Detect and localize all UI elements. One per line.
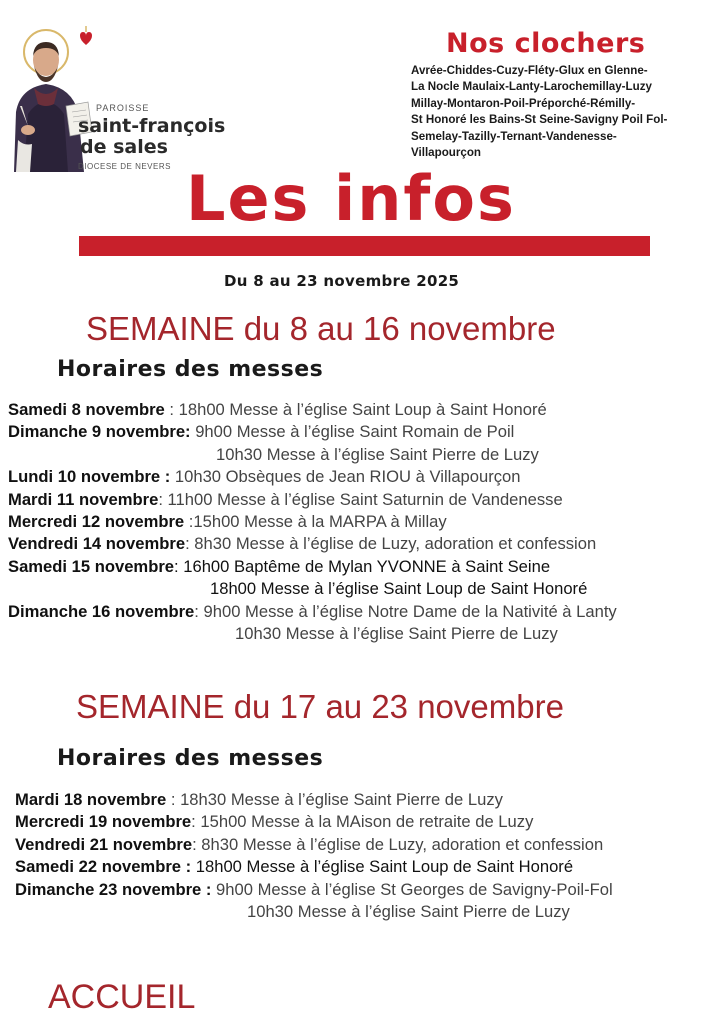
clochers-line: St Honoré les Bains-St Seine-Savigny Poil Fol- xyxy=(411,113,668,127)
accueil-heading: ACCUEIL xyxy=(48,978,196,1016)
schedule-text: : 18h00 Messe à l’église Saint Loup à Saint Honoré xyxy=(169,400,547,419)
schedule-row xyxy=(15,811,613,833)
schedule-day: Dimanche 16 novembre xyxy=(8,601,195,621)
schedule-day: Dimanche 23 novembre : xyxy=(15,879,212,899)
schedule-continuation: 18h00 Messe à l’église Saint Loup de Saint Honoré xyxy=(210,579,588,599)
schedule-day: Vendredi 21 novembre xyxy=(15,834,193,854)
schedule-row xyxy=(8,466,617,488)
schedule-text: :15h00 Messe à la MARPA à Millay xyxy=(184,512,447,532)
schedule-day: Vendredi 14 novembre xyxy=(8,534,186,554)
schedule-row xyxy=(15,834,613,856)
schedule-text: : 18h30 Messe à l’église Saint Pierre de Luzy xyxy=(166,790,503,809)
week2-title: SEMAINE du 17 au 23 novembre xyxy=(76,688,564,725)
schedule-day: Samedi 22 novembre : xyxy=(15,857,196,877)
schedule-row xyxy=(8,421,617,443)
page-title: Les infos xyxy=(186,162,516,235)
clochers-line: Villapourçon xyxy=(411,146,482,160)
schedule-text: : 9h00 Messe à l’église Notre Dame de la Nativité à Lanty xyxy=(194,601,617,621)
schedule-row xyxy=(15,879,613,901)
clochers-line: Semelay-Tazilly-Ternant-Vandenesse- xyxy=(411,129,617,143)
parish-name-line2: de sales xyxy=(80,136,168,158)
clochers-list xyxy=(411,63,724,161)
schedule-text: : 16h00 Baptême de Mylan YVONNE à Saint Seine xyxy=(174,556,551,576)
week1-title: SEMAINE du 8 au 16 novembre xyxy=(86,310,556,347)
parish-name xyxy=(78,116,225,158)
schedule-row xyxy=(8,556,617,578)
schedule-day: Mardi 11 novembre xyxy=(8,489,159,509)
schedule-row xyxy=(8,601,617,623)
schedule-continuation: 10h30 Messe à l’église Saint Pierre de Luzy xyxy=(216,444,539,464)
clochers-title: Nos clochers xyxy=(446,28,646,59)
schedule-day: Samedi 8 novembre xyxy=(8,400,170,419)
parish-name-line1: saint-françois xyxy=(78,115,226,137)
schedule-row xyxy=(8,489,617,511)
schedule-text: 18h00 Messe à l’église Saint Loup de Saint Honoré xyxy=(195,857,574,877)
schedule-row xyxy=(8,399,617,421)
clochers-line: Millay-Montaron-Poil-Préporché-Rémilly- xyxy=(411,96,636,110)
date-range: Du 8 au 23 novembre 2025 xyxy=(224,272,460,290)
schedule-text: 9h00 Messe à l’église St Georges de Savigny-Poil-Fol xyxy=(211,879,613,899)
schedule-day: Mardi 18 novembre xyxy=(15,790,167,809)
schedule-day: Samedi 15 novembre xyxy=(8,556,175,576)
schedule-day: Mercredi 12 novembre xyxy=(8,512,185,532)
schedule-text: : 15h00 Messe à la MAison de retraite de Luzy xyxy=(191,812,534,832)
week1-schedule xyxy=(8,399,617,645)
clochers-line: Avrée-Chiddes-Cuzy-Fléty-Glux en Glenne- xyxy=(411,64,648,77)
clochers-line: La Nocle Maulaix-Lanty-Larochemillay-Luzy xyxy=(411,80,652,94)
schedule-day: Mercredi 19 novembre xyxy=(15,812,192,832)
schedule-text: 9h00 Messe à l’église Saint Romain de Poil xyxy=(190,422,515,442)
title-underline-bar xyxy=(79,236,650,256)
week1-subtitle: Horaires des messes xyxy=(57,357,324,382)
parish-label: PAROISSE xyxy=(96,103,150,113)
schedule-text: : 11h00 Messe à l’église Saint Saturnin de Vandenesse xyxy=(158,489,563,509)
schedule-row xyxy=(8,511,617,533)
schedule-text: 10h30 Obsèques de Jean RIOU à Villapourçon xyxy=(170,467,521,487)
diocese-label: DIOCESE DE NEVERS xyxy=(78,162,171,171)
schedule-day: Lundi 10 novembre : xyxy=(8,467,171,487)
week2-subtitle: Horaires des messes xyxy=(57,746,324,771)
schedule-text: : 8h30 Messe à l’église de Luzy, adoration et confession xyxy=(185,534,597,554)
schedule-row xyxy=(8,533,617,555)
schedule-day: Dimanche 9 novembre: xyxy=(8,422,191,442)
schedule-row xyxy=(15,856,613,878)
week2-schedule xyxy=(15,789,613,923)
schedule-continuation: 10h30 Messe à l’église Saint Pierre de Luzy xyxy=(247,902,570,922)
schedule-continuation: 10h30 Messe à l’église Saint Pierre de Luzy xyxy=(235,624,558,644)
schedule-row xyxy=(15,789,613,811)
schedule-text: : 8h30 Messe à l’église de Luzy, adoration et confession xyxy=(192,834,604,854)
